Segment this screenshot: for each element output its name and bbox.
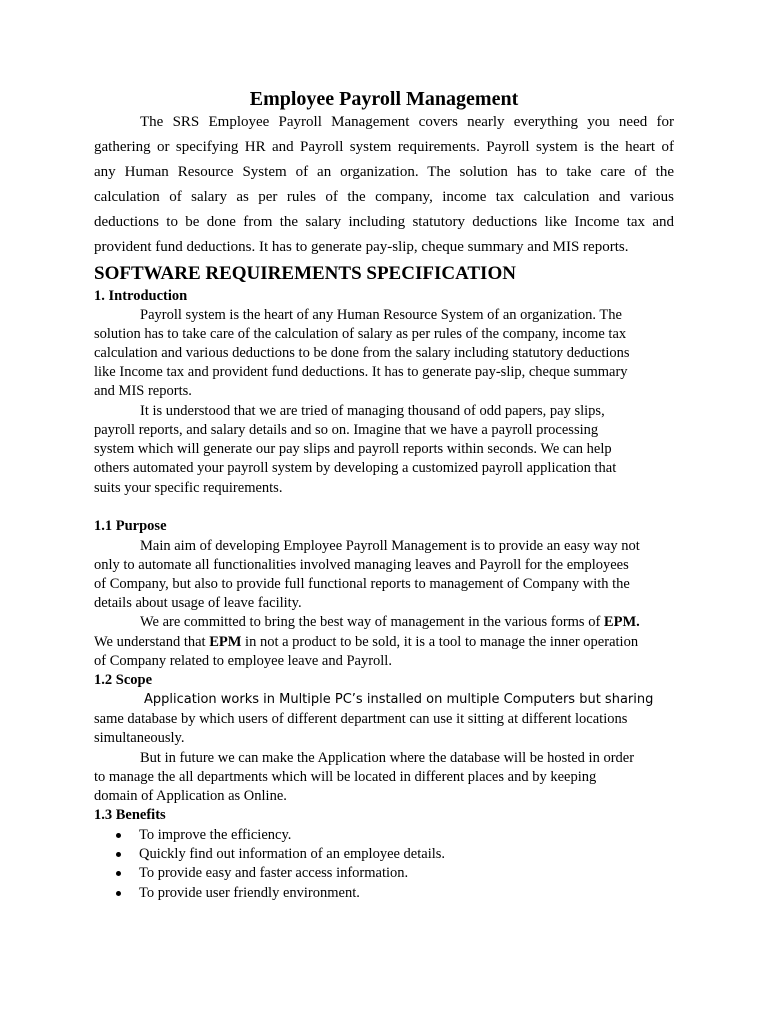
introduction-line: solution has to take care of the calculation of salary as per rules of the company, income tax: [94, 326, 627, 342]
introduction-line: system which will generate our pay slips and payroll reports within seconds. We can help: [94, 441, 612, 457]
scope-line: to manage the all departments which will be located in different places and by keeping: [94, 769, 597, 785]
intro-line: gathering or specifying HR and Payroll system requirements. Payroll system is the heart of: [94, 139, 674, 155]
introduction-line: Payroll system is the heart of any Human Resource System of an organization. The: [140, 307, 622, 323]
benefit-text: Quickly find out information of an employee details.: [139, 846, 446, 862]
introduction-line: It is understood that we are tried of managing thousand of odd papers, pay slips,: [140, 403, 605, 419]
introduction-line: payroll reports, and salary details and so on. Imagine that we have a payroll processing: [94, 422, 599, 438]
intro-line: deductions to be done from the salary including statutory deductions like Income tax and: [94, 214, 674, 230]
introduction-line: others automated your payroll system by developing a customized payroll application that: [94, 460, 617, 476]
scope-line: simultaneously.: [94, 730, 185, 746]
bullet-icon: [116, 871, 121, 876]
purpose-text: in not a product to be sold, it is a tool to manage the inner operation: [241, 634, 639, 650]
introduction-heading: 1. Introduction: [94, 288, 188, 304]
scope-line: Application works in Multiple PC’s installed on multiple Computers but sharing: [144, 692, 654, 707]
srs-heading: SOFTWARE REQUIREMENTS SPECIFICATION: [94, 263, 516, 284]
introduction-line: calculation and various deductions to be done from the salary including statutory deductions: [94, 345, 630, 361]
purpose-line: details about usage of leave facility.: [94, 595, 302, 611]
purpose-text: We understand that: [94, 634, 210, 650]
benefit-text: To provide easy and faster access information.: [139, 865, 409, 881]
introduction-line: and MIS reports.: [94, 383, 192, 399]
intro-line: The SRS Employee Payroll Management covers nearly everything you need for: [140, 114, 674, 130]
purpose-line: Main aim of developing Employee Payroll Management is to provide an easy way not: [140, 538, 640, 554]
intro-line: any Human Resource System of an organization. The solution has to take care of the: [94, 164, 674, 180]
purpose-text: We are committed to bring the best way of management in the various forms of: [140, 614, 604, 630]
purpose-line: of Company related to employee leave and Payroll.: [94, 653, 392, 669]
benefit-text: To provide user friendly environment.: [139, 885, 360, 901]
purpose-line: [140, 613, 640, 631]
intro-line: provident fund deductions. It has to generate pay-slip, cheque summary and MIS reports.: [94, 239, 629, 255]
bullet-icon: [116, 833, 121, 838]
epm-bold: EPM.: [603, 614, 640, 630]
scope-line: domain of Application as Online.: [94, 788, 287, 804]
purpose-heading: 1.1 Purpose: [94, 518, 167, 534]
scope-line: same database by which users of different department can use it sitting at different locations: [94, 711, 628, 727]
bullet-icon: [116, 891, 121, 896]
introduction-line: like Income tax and provident fund deductions. It has to generate pay-slip, cheque summary: [94, 364, 628, 380]
epm-bold: EPM: [209, 634, 242, 650]
purpose-line: only to automate all functionalities involved managing leaves and Payroll for the employees: [94, 557, 629, 573]
scope-heading: 1.2 Scope: [94, 672, 152, 688]
purpose-line: [94, 633, 638, 651]
introduction-line: suits your specific requirements.: [94, 480, 283, 496]
benefits-heading: 1.3 Benefits: [94, 807, 166, 823]
bullet-icon: [116, 852, 121, 857]
purpose-line: of Company, but also to provide full functional reports to management of Company with the: [94, 576, 630, 592]
scope-line: But in future we can make the Application where the database will be hosted in order: [140, 750, 635, 766]
document-title: Employee Payroll Management: [249, 88, 519, 110]
intro-line: calculation of salary as per rules of the company, income tax calculation and various: [94, 189, 674, 205]
benefit-text: To improve the efficiency.: [139, 827, 292, 843]
